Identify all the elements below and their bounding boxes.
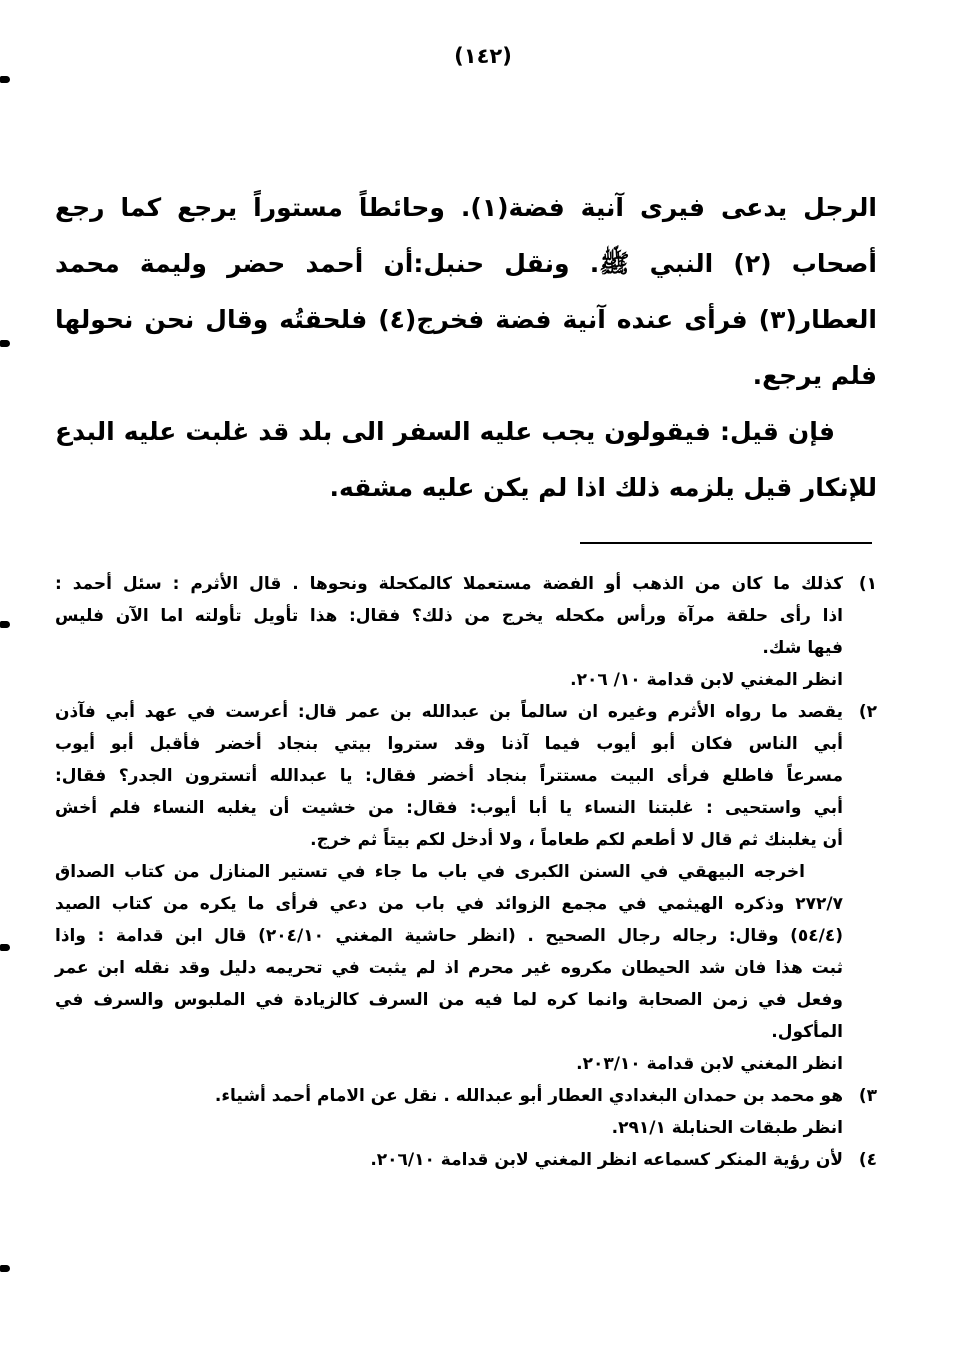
footnote-source: انظر طبقات الحنابلة ٢٩١/١. — [611, 1118, 843, 1138]
binding-hole-mark — [0, 76, 10, 83]
footnote-line: هو محمد بن حمدان البغدادي العطار أبو عبدالله . نقل عن الامام أحمد أشياء. — [214, 1086, 843, 1106]
footnote-number: ٢) — [858, 702, 877, 722]
footnote-line: (٥٤/٤) وقال: رجاله رجال الصحيح . (انظر حاشية المغني ٢٠٤/١٠) قال ابن قدامة : واذا — [55, 926, 843, 946]
binding-hole-mark — [0, 1265, 10, 1272]
footnote-line: اذا رأى حلقة مرآة ورأس مكحله يخرج من ذلك؟ فقال: هذا تأويل تأولته اما الآن فليس — [55, 606, 843, 626]
footnote-number: ٤) — [858, 1150, 877, 1170]
footnote-source: انظر المغني لابن قدامة ١٠/ ٢٠٦. — [570, 670, 843, 690]
footnotes — [55, 568, 877, 1176]
main-paragraph: فإن قيل: فيقولون يجب عليه السفر الى بلد قد غلبت عليه البدع للإنكار قيل يلزمه ذلك اذا لم يكن عليه مشقه. — [55, 417, 877, 502]
binding-hole-mark — [0, 621, 10, 628]
footnote-number: ١) — [858, 574, 877, 594]
binding-hole-mark — [0, 944, 10, 951]
footnote-line: أبي الناس فكان أبو أيوب فيما آذنا وقد ستروا بيتي بنجاد أخضر فأقبل أبو أيوب — [55, 734, 843, 754]
footnote-line: يقصد ما رواه الأثرم وغيره ان سالماً بن عبدالله بن عمر قال: أعرست في عهد أبي فآذن — [55, 702, 843, 722]
footnote-line: وفعل في زمن الصحابة وانما كره لما فيه من السرف كالزيادة في الملبوس والسرف في — [55, 990, 843, 1010]
footnote-line: لأن رؤية المنكر كسماعه انظر المغني لابن قدامة ٢٠٦/١٠. — [370, 1150, 843, 1170]
main-paragraph: الرجل يدعى فيرى آنية فضة(١). وحائطاً مستوراً يرجع كما رجع أصحاب (٢) النبي ﷺ. ونقل حنبل:أن أحمد حضر وليمة محمد العطار(٣) فرأى عنده آنية فضة فخرج(٤) فلحقتُه وقال نحن نحولها فلم يرجع. — [55, 193, 877, 390]
footnote-4 — [55, 1144, 877, 1176]
footnote-number: ٣) — [858, 1086, 877, 1106]
footnote-line: ٢٧٢/٧ وذكره الهيثمي في مجمع الزوائد في باب من دعي فرأى ما يكره من كتاب الصيد — [55, 894, 843, 914]
footnote-line: أبي واستحيى : غلبتنا النساء يا أبا أيوب: فقال: من خشيت أن يغلبه النساء فلم أخش — [55, 798, 843, 818]
footnote-separator — [580, 542, 872, 544]
footnote-line: فيها شك. — [762, 638, 843, 658]
footnote-line: ثبت هذا فان شد الحيطان مكروه غير محرم اذ لم يثبت في تحريمه دليل وقد نقله ابن عمر — [55, 958, 843, 978]
footnote-line: المأكول. — [771, 1022, 843, 1042]
main-text — [55, 180, 877, 516]
footnote-3 — [55, 1080, 877, 1144]
footnote-source: انظر المغني لابن قدامة ٢٠٣/١٠. — [576, 1054, 843, 1074]
footnote-line: كذلك ما كان من الذهب أو الفضة مستعملا كالمكحلة ونحوها . قال الأثرم : سئل أحمد : — [55, 574, 843, 594]
footnote-line: أن يغلبنك ثم قال لا أطعم لكم طعاماً ، ولا أدخل لكم بيتاً ثم خرج. — [310, 830, 843, 850]
footnote-line: اخرجه البيهقي في السنن الكبرى في باب ما جاء في تستير المنازل من كتاب الصداق — [55, 862, 805, 882]
footnote-1 — [55, 568, 877, 696]
page-number: (١٤٢) — [454, 44, 512, 68]
binding-hole-mark — [0, 340, 10, 347]
footnote-line: مسرعاً فاطلع فرأى البيت مستتراً بنجاد أخضر فقال: يا عبدالله أتسترون الجدر؟ فقال: — [55, 766, 843, 786]
footnote-2 — [55, 696, 877, 1080]
